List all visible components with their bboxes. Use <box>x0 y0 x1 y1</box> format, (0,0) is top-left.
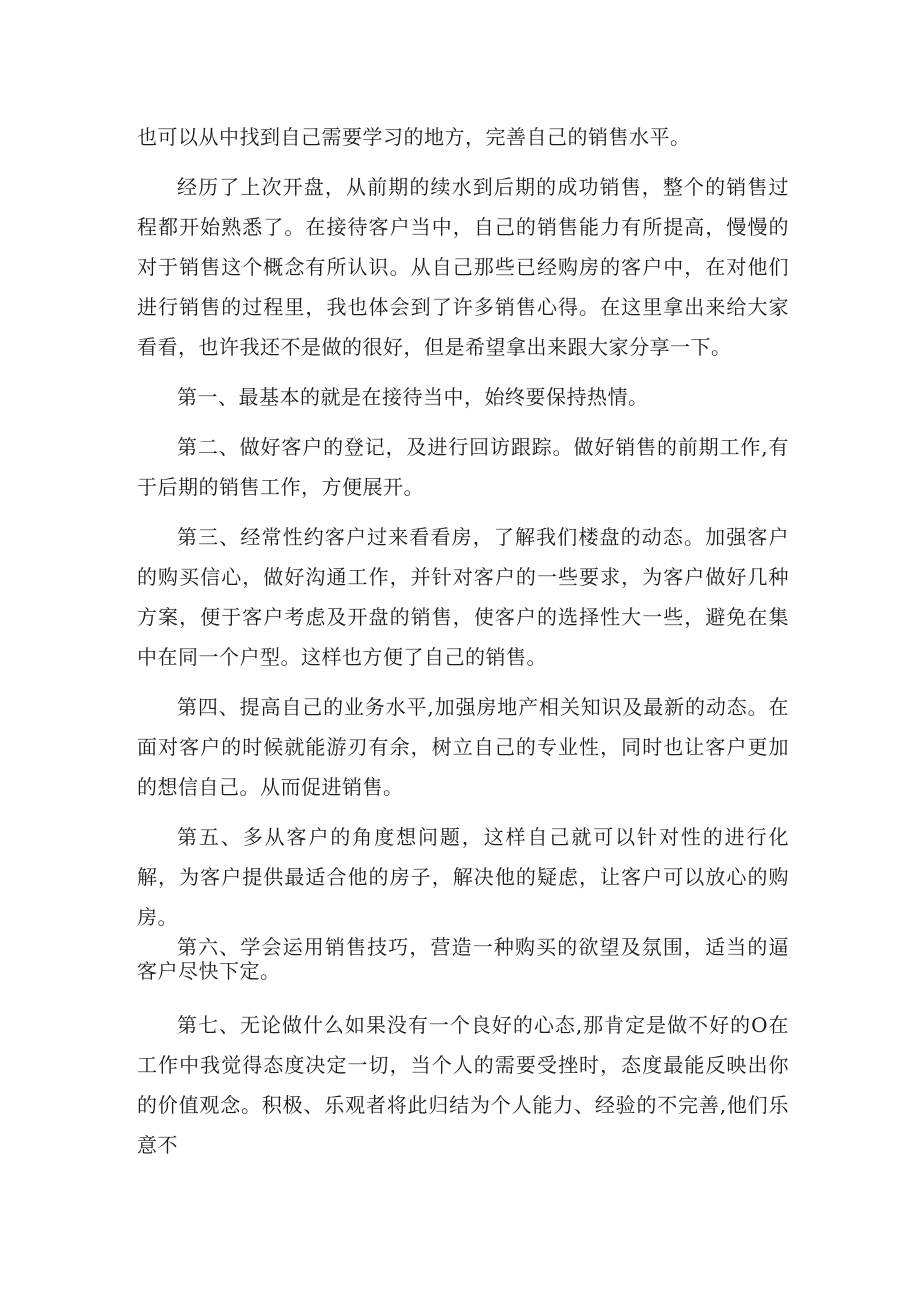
paragraph-point-two: 第二、做好客户的登记，及进行回访跟踪。做好销售的前期工作,有于后期的销售工作，方便展开。 <box>137 435 789 499</box>
paragraph-point-five: 第五、多从客户的角度想问题，这样自己就可以针对性的进行化解，为客户提供最适合他的房子，解决他的疑虑，让客户可以放心的购房。 <box>137 825 789 929</box>
paragraph-opening-experience: 经历了上次开盘，从前期的续水到后期的成功销售，整个的销售过程都开始熟悉了。在接待客户当中，自己的销售能力有所提高，慢慢的对于销售这个概念有所认识。从自己那些已经购房的客户中，在对他们进行销售的过程里，我也体会到了许多销售心得。在这里拿出来给大家看看，也许我还不是做的很好，但是希望拿出来跟大家分享一下。 <box>137 175 789 359</box>
paragraph-point-seven: 第七、无论做什么如果没有一个良好的心态,那肯定是做不好的O在工作中我觉得态度决定一切，当个人的需要受挫时，态度最能反映出你的价值观念。积极、乐观者将此归结为个人能力、经验的不完善,他们乐意不 <box>137 1013 789 1157</box>
paragraph-point-four: 第四、提高自己的业务水平,加强房地产相关知识及最新的动态。在面对客户的时候就能游刃有余，树立自己的专业性，同时也让客户更加的想信自己。从而促进销售。 <box>137 695 789 799</box>
paragraph-point-three: 第三、经常性约客户过来看看房，了解我们楼盘的动态。加强客户的购买信心，做好沟通工作，并针对客户的一些要求，为客户做好几种方案，便于客户考虑及开盘的销售，使客户的选择性大一些，避免在集中在同一个户型。这样也方便了自己的销售。 <box>137 525 789 669</box>
paragraph-point-six: 第六、学会运用销售技巧，营造一种购买的欲望及氛围，适当的逼客户尽快下定。 <box>137 935 789 983</box>
paragraph-continuation: 也可以从中找到自己需要学习的地方，完善自己的销售水平。 <box>137 125 691 149</box>
document-body <box>137 117 789 1175</box>
paragraph-point-one: 第一、最基本的就是在接待当中，始终要保持热情。 <box>177 385 649 409</box>
